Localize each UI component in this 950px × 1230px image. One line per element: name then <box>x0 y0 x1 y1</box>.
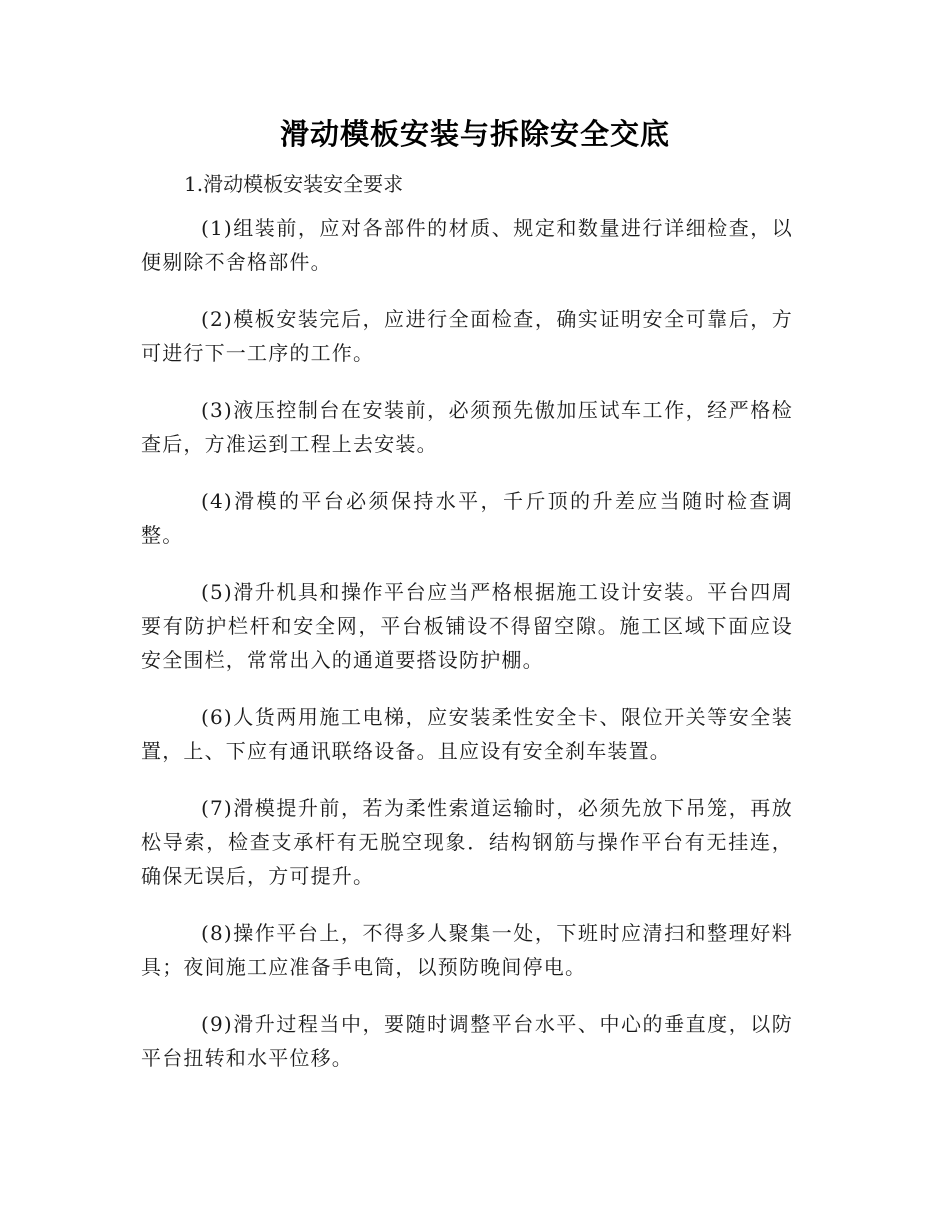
paragraph-1: (1)组装前，应对各部件的材质、规定和数量进行详细检查，以便剔除不舍格部件。 <box>141 216 793 274</box>
paragraph-5: (5)滑升机具和操作平台应当严格根据施工设计安装。平台四周要有防护栏杆和安全网，平台板铺设不得留空隙。施工区域下面应设安全围栏，常常出入的通道要搭设防护棚。 <box>141 580 793 672</box>
paragraph-3: (3)液压控制台在安装前，必须预先傲加压试车工作，经严格检查后，方准运到工程上去安装。 <box>141 398 793 456</box>
paragraph-9: (9)滑升过程当中，要随时调整平台水平、中心的垂直度，以防平台扭转和水平位移。 <box>141 1012 793 1070</box>
paragraph-6: (6)人货两用施工电梯，应安装柔性安全卡、限位开关等安全装置，上、下应有通讯联络设备。且应设有安全刹车装置。 <box>141 705 793 763</box>
paragraph-4: (4)滑模的平台必须保持水平，千斤顶的升差应当随时检查调整。 <box>141 489 793 547</box>
paragraph-8: (8)操作平台上，不得多人聚集一处，下班时应清扫和整理好料具；夜间施工应准备手电筒，以预防晚间停电。 <box>141 921 793 979</box>
paragraph-7: (7)滑模提升前，若为柔性索道运输时，必须先放下吊笼，再放松导索，检查支承杆有无脱空现象．结构钢筋与操作平台有无挂连，确保无误后，方可提升。 <box>141 796 793 888</box>
document-body <box>141 168 793 1098</box>
document-title: 滑动模板安装与拆除安全交底 <box>279 117 670 151</box>
section-heading: 1.滑动模板安装安全要求 <box>184 172 404 196</box>
paragraph-2: (2)模板安装完后，应进行全面检查，确实证明安全可靠后，方可进行下一工序的工作。 <box>141 307 793 365</box>
